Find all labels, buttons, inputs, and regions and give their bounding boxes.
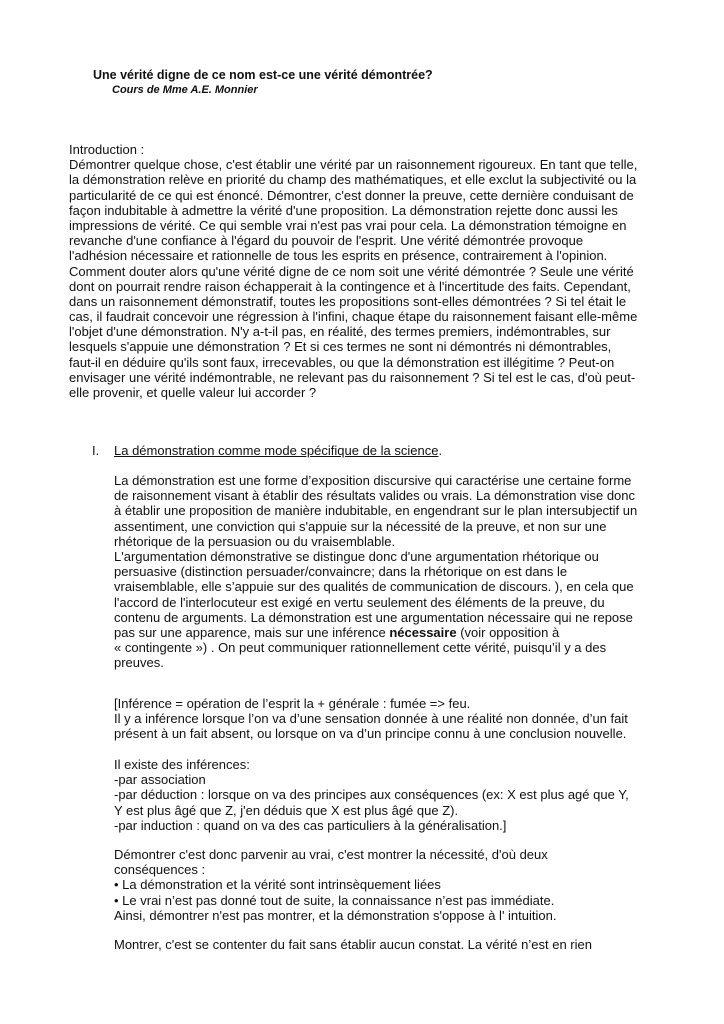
paragraph-montrer: [114, 937, 674, 952]
intro-line: impressions de vérité. Ce qui semble vrai n'est pas vrai pour cela. La démonstration témoigne en: [69, 217, 627, 233]
paragraph-line: l'accord de l'interlocuteur est exigé en vertu seulement des éléments de la preuve, du: [114, 594, 605, 610]
paragraph-line: preuves.: [114, 655, 164, 671]
section-title-period: .: [438, 443, 443, 458]
paragraph-line: contenu de arguments. La démonstration est une argumentation nécessaire qui ne repose: [114, 609, 633, 625]
paragraph-line: assentiment, une conviction qui s'appuie sur la nécessité de la preuve, et non sur une: [114, 518, 607, 534]
paragraph-line: persuasive (distinction persuader/convaincre; dans la rhétorique on est dans le: [114, 564, 568, 580]
intro-line: faut-il en déduire qu'ils sont faux, irrecevables, ou que la démonstration est illégitime ? Peut-on: [69, 354, 615, 370]
list-item: -par déduction : lorsque on va des principes aux conséquences (ex: X est plus agé que Y,: [114, 787, 629, 803]
paragraph-demonstration: [114, 473, 674, 670]
course-author: Cours de Mme A.E. Monnier: [112, 84, 258, 96]
intro-line: cas, il faudrait concevoir une régression à l'infini, chaque étape du raisonnement faisant elle-même: [69, 309, 638, 325]
section-number: I.: [92, 443, 100, 458]
intro-line: lesquels s'appuie une démonstration ? Et si ces termes ne sont ni démontrés ni démontrables,: [69, 339, 612, 355]
intro-line: dont on pourrait rendre raison échapperait à la contingence et à l'incertitude des faits. Cependant,: [69, 278, 631, 294]
paragraph-line-emphasis: [114, 625, 674, 640]
intro-line: envisager une vérité indémontrable, ne relevant pas du raisonnement ? Si tel est le cas, d'où peut-: [69, 369, 636, 385]
paragraph-line: conséquences :: [114, 862, 206, 878]
section-title-text: La démonstration comme mode spécifique de la science: [114, 443, 439, 458]
list-item-continuation: Y est plus âgé que Z, j'en déduis que X est plus âgé que Z).: [114, 802, 459, 818]
paragraph-inference: [114, 696, 674, 742]
section-title: [114, 443, 442, 458]
paragraph-line: vraisemblable, elle s’appuie sur des qualités de communication de discours. ), en cela que: [114, 579, 634, 595]
paragraph-line: présent à un fait absent, ou lorsque on va d’un principe connu à une conclusion nouvelle.: [114, 726, 627, 742]
paragraph-line: Il y a inférence lorsque l’on va d’une sensation donnée à une réalité non donnée, d’un fait: [114, 711, 628, 727]
paragraph-line: [Inférence = opération de l’esprit la + générale : fumée => feu.: [114, 696, 471, 711]
bullet-item: • Le vrai n’est pas donné tout de suite, la connaissance n’est pas immédiate.: [114, 892, 555, 908]
paragraph-line: à établir une proposition de manière indubitable, en engendrant sur le plan intersubjectif un: [114, 503, 638, 519]
bullet-item: • La démonstration et la vérité sont intrinsèquement liées: [114, 877, 441, 893]
paragraph-line: Montrer, c'est se contenter du fait sans établir aucun constat. La vérité n’est en rien: [114, 937, 592, 952]
text-after-emphasis: (voir opposition à: [456, 624, 560, 640]
intro-line: l'objet d'une démonstration. N'y a-t-il pas, en réalité, des termes premiers, indémontrables, sur: [69, 324, 611, 340]
intro-line: dans un raisonnement démonstratif, toutes les propositions sont-elles démontrées ? Si tel était le: [69, 293, 627, 309]
paragraph-line: Démontrer c'est donc parvenir au vrai, c'est montrer la nécessité, d'où deux: [114, 847, 548, 862]
intro-line: façon indubitable à admettre la vérité d'une proposition. La démonstration rejette donc aussi les: [69, 202, 618, 218]
paragraph-line: rhétorique de la persuasion ou du vraisemblable.: [114, 533, 396, 549]
intro-line: Comment douter alors qu'une vérité digne de ce nom soit une vérité démontrée ? Seule une vérité: [69, 263, 634, 279]
paragraph-line: Ainsi, démontrer n'est pas montrer, et la démonstration s'oppose à l' intuition.: [114, 907, 557, 923]
document-title: Une vérité digne de ce nom est-ce une vérité démontrée?: [93, 68, 433, 82]
paragraph-line: « contingente ») . On peut communiquer rationnellement cette vérité, puisqu’il y a des: [114, 640, 607, 656]
paragraph-line: de raisonnement visant à établir des résultats valides ou vrais. La démonstration vise donc: [114, 488, 636, 504]
intro-line: particularité de ce qui est énoncé. Démontrer, c'est donner la preuve, cette dernière conduisant de: [69, 187, 634, 203]
intro-line: elle provenir, et quelle valeur lui accorder ?: [69, 385, 317, 400]
list-item: -par induction : quand on va des cas particuliers à la généralisation.]: [114, 817, 507, 833]
paragraph-inference-types: [114, 757, 674, 833]
introduction-section: [69, 142, 669, 400]
text-before-emphasis: pas sur une apparence, mais sur une inférence: [114, 624, 390, 640]
paragraph-line: L'argumentation démonstrative se distingue donc d'une argumentation rhétorique ou: [114, 548, 599, 564]
intro-line: Démontrer quelque chose, c'est établir une vérité par un raisonnement rigoureux. En tant que telle,: [69, 157, 638, 173]
intro-line: la démonstration relève en priorité du champ des mathématiques, et elle exclut la subjectivité ou la: [69, 172, 637, 188]
paragraph-consequences: [114, 847, 674, 923]
intro-line: l'adhésion nécessaire et rationnelle de tous les esprits en présence, contrairement à l'opinion.: [69, 248, 608, 264]
list-item: -par association: [114, 772, 206, 788]
intro-line: revanche d'une confiance à l'égard du pouvoir de l'esprit. Une vérité démontrée provoque: [69, 233, 584, 249]
paragraph-line: Il existe des inférences:: [114, 757, 250, 772]
emphasized-word: nécessaire: [389, 624, 457, 640]
intro-heading: Introduction :: [69, 142, 145, 157]
paragraph-line: La démonstration est une forme d’exposition discursive qui caractérise une certaine forme: [114, 473, 632, 488]
